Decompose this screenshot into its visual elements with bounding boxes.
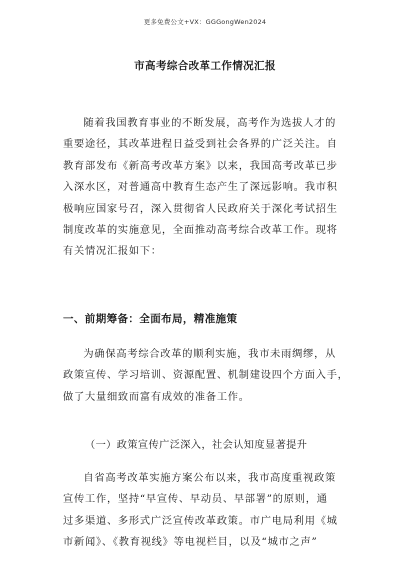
intro-line: 随着我国教育事业的不断发展，高考作为选拔人才的 [83, 118, 337, 129]
intro-line: 极响应国家号召，深入贯彻省人民政府关于深化考试招生 [63, 203, 338, 215]
section-line: 政策宣传、学习培训、资源配置、机制建设四个方面入手， [63, 370, 349, 382]
intro-paragraph [63, 113, 350, 263]
intro-line: 重要途径，其改革进程日益受到社会各界的广泛关注。自 [63, 139, 338, 151]
section-heading: 一、前期筹备：全面布局，精准施策 [63, 313, 238, 325]
sub-line: 市新闻》、《教育视线》等电视栏目，以及“城市之声” [63, 537, 318, 549]
sub-line: 自省高考改革实施方案公布以来，我市高度重视政策 [83, 473, 337, 484]
section-line: 做了大量细致而富有成效的准备工作。 [63, 391, 250, 403]
header-note: 更多免费公文+VX：GGGongWen2024 [143, 18, 267, 26]
sub-heading: （一）政策宣传广泛深入，社会认知度显著提升 [85, 440, 308, 451]
sub-paragraph [63, 468, 350, 554]
document-title: 市高考综合改革工作情况汇报 [134, 60, 276, 72]
section-line: 为确保高考综合改革的顺利实施，我市未雨绸缪，从 [83, 349, 337, 360]
intro-line: 有关情况汇报如下： [63, 246, 162, 258]
intro-line: 入深水区，对普通高中教育生态产生了深远影响。我市积 [63, 182, 338, 194]
sub-line: 过多渠道、多形式广泛宣传改革政策。市广电局利用《城 [63, 515, 338, 527]
sub-line: 宣传工作，坚持“早宣传、早动员、早部署”的原则，通 [63, 494, 328, 506]
section-paragraph [63, 344, 350, 408]
intro-line: 制度改革的实施意见，全面推动高考综合改革工作。现将 [63, 225, 338, 237]
intro-line: 教育部发布《新高考改革方案》以来，我国高考改革已步 [63, 160, 338, 172]
